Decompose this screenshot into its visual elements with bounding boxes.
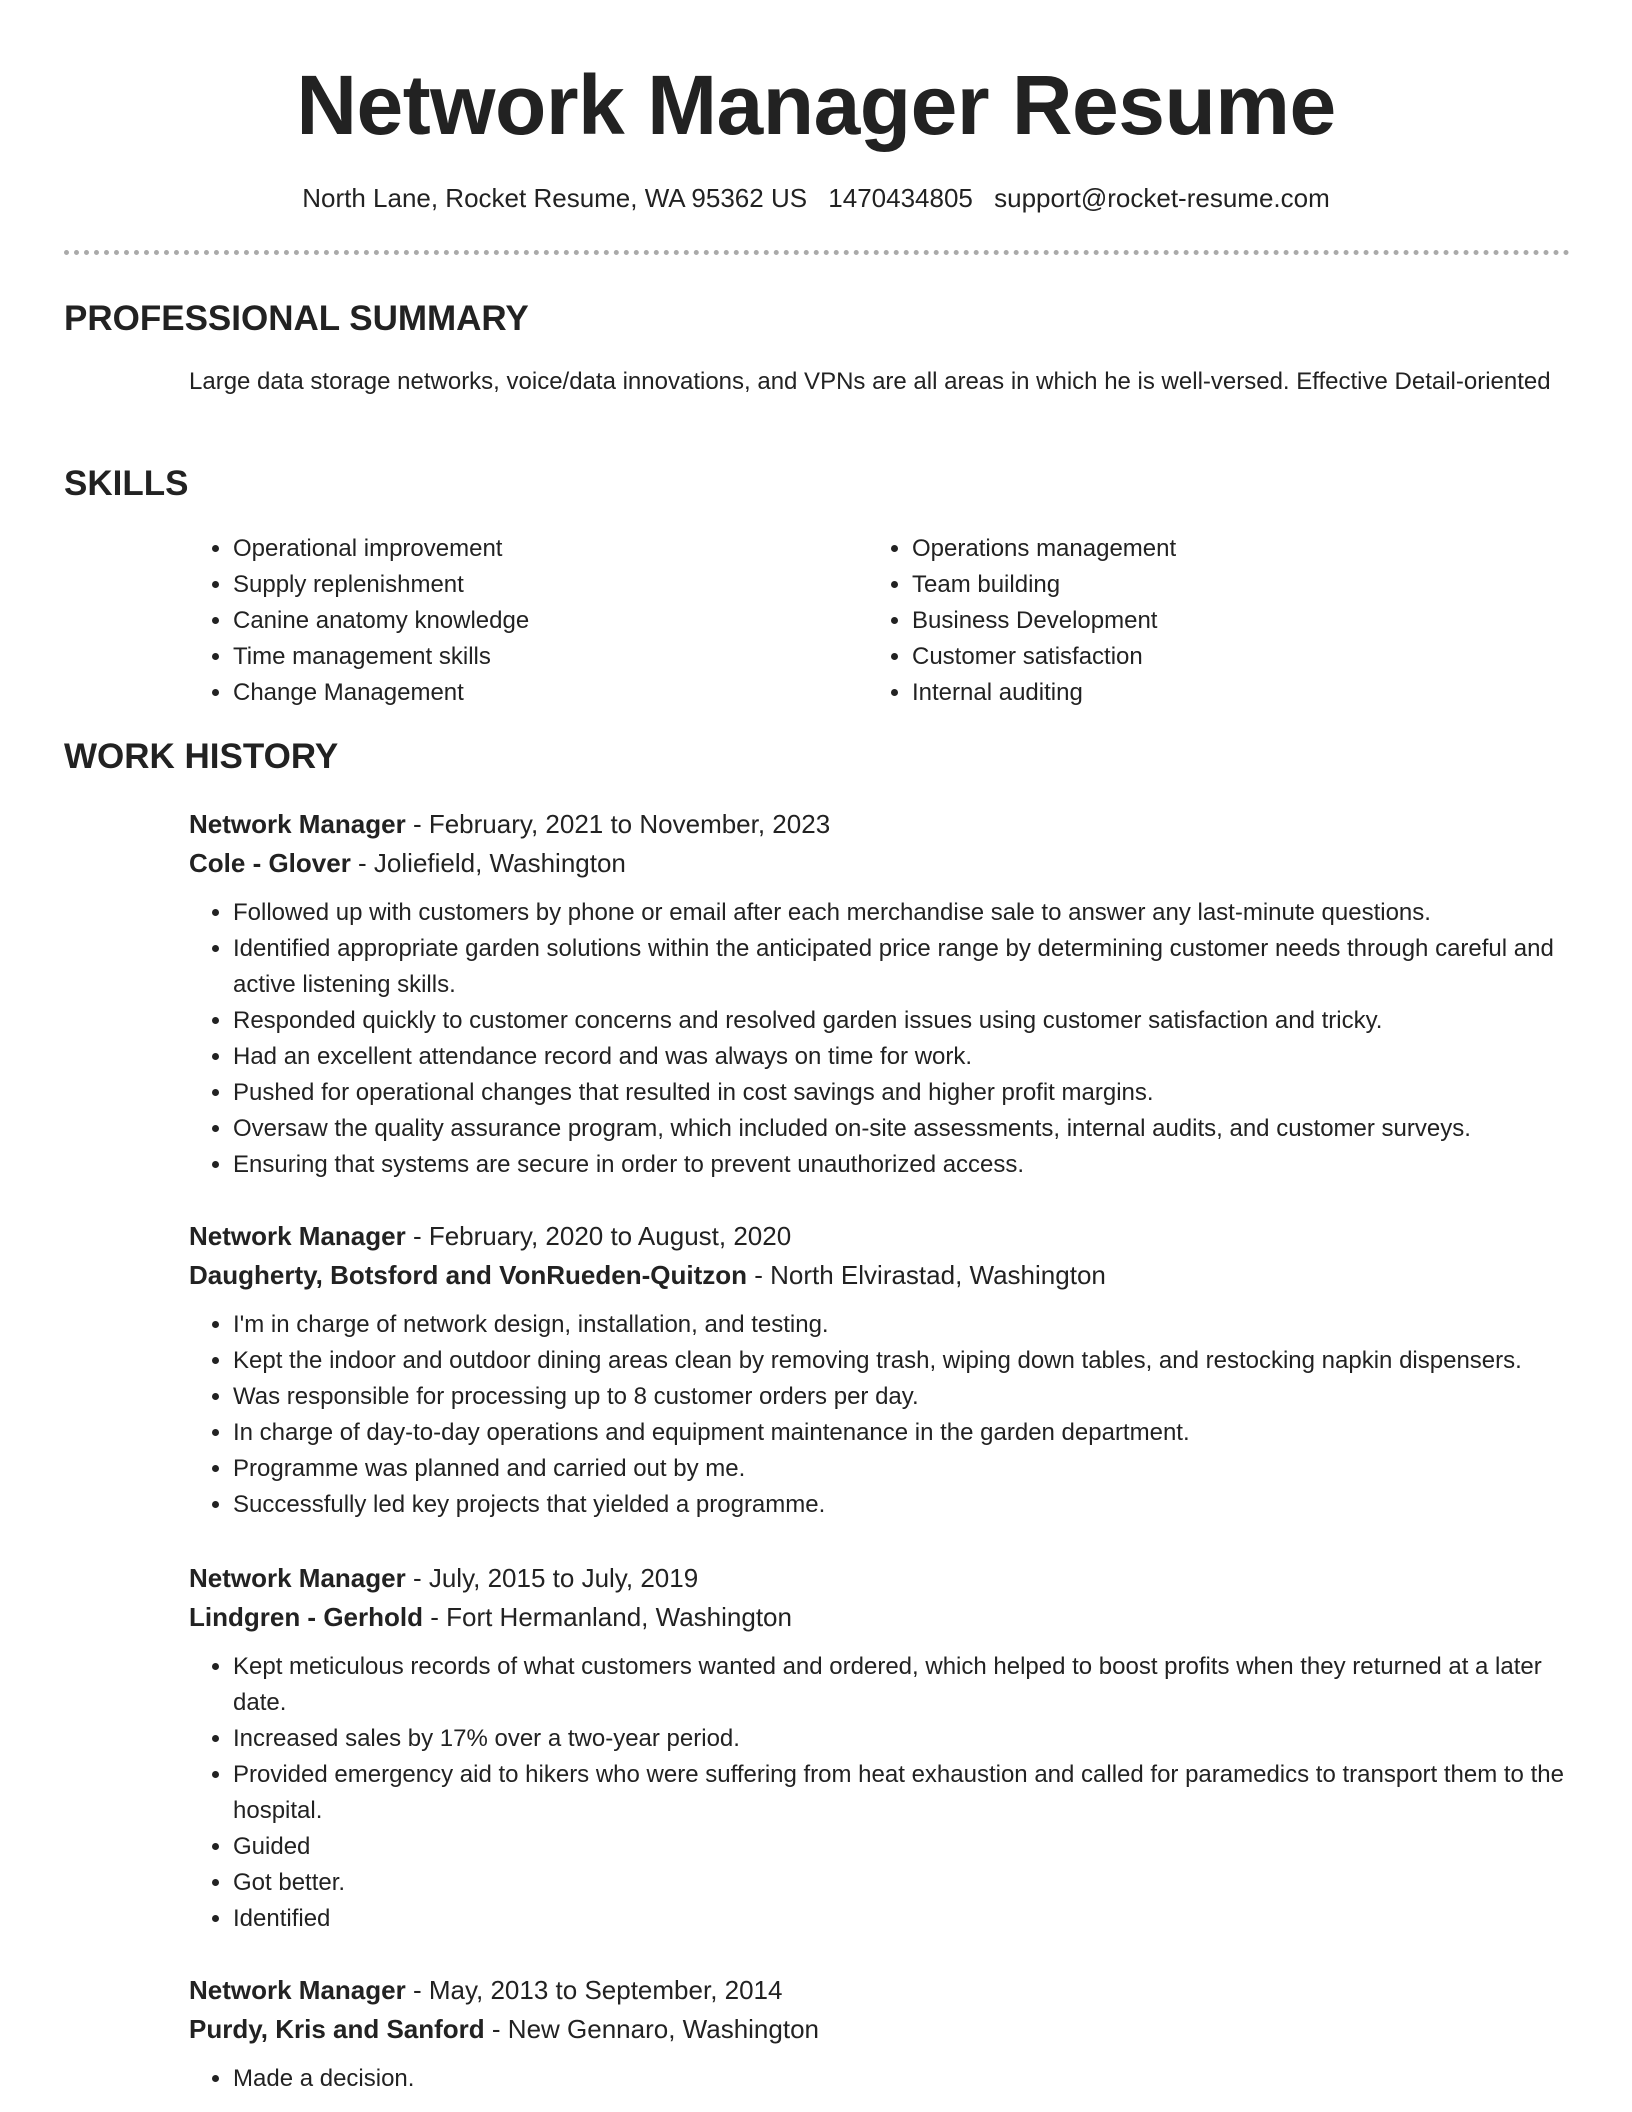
skills-list-left: [189, 531, 529, 711]
job-company: Daugherty, Botsford and VonRueden-Quitzon: [189, 1260, 748, 1290]
job-title: Network Manager: [189, 1563, 406, 1593]
summary-text: Large data storage networks, voice/data innovations, and VPNs are all areas in which he is well-versed. Effective Detail-oriented: [189, 368, 1551, 395]
job-title-line: [189, 805, 1574, 844]
job-bullets: [189, 1649, 1574, 1937]
job-bullet: • Oversaw the quality assurance program, which included on-site assessments, internal audits, and customer surveys.: [233, 1111, 1574, 1147]
job-entry: [189, 1971, 1574, 2097]
skill-item: • Change Management: [233, 675, 529, 711]
job-dates: - February, 2021 to November, 2023: [405, 809, 831, 839]
contact-email: support@rocket-resume.com: [994, 183, 1330, 213]
job-dates: - July, 2015 to July, 2019: [405, 1563, 699, 1593]
header-divider: [64, 250, 1570, 255]
job-bullets: [189, 2061, 1574, 2097]
job-company-line: [189, 1598, 1574, 1637]
job-bullet: • Kept the indoor and outdoor dining areas clean by removing trash, wiping down tables, and restocking napkin dispensers.: [233, 1343, 1574, 1379]
skill-item: • Operations management: [912, 531, 1176, 567]
job-location: - Joliefield, Washington: [350, 848, 626, 878]
job-company-line: [189, 844, 1574, 883]
skill-item: • Time management skills: [233, 639, 529, 675]
job-title-line: [189, 1217, 1574, 1256]
job-bullets: [189, 1307, 1574, 1523]
skill-item: • Internal auditing: [912, 675, 1176, 711]
skill-item: • Supply replenishment: [233, 567, 529, 603]
job-bullet: • Identified appropriate garden solutions within the anticipated price range by determining customer needs through careful and active listening skills.: [233, 931, 1574, 1003]
job-location: - North Elvirastad, Washington: [747, 1260, 1106, 1290]
skills-list-right: [868, 531, 1176, 711]
contact-phone: 1470434805: [828, 183, 973, 213]
job-company: Lindgren - Gerhold: [189, 1602, 423, 1632]
job-bullet: • I'm in charge of network design, installation, and testing.: [233, 1307, 1574, 1343]
job-bullet: • Programme was planned and carried out by me.: [233, 1451, 1574, 1487]
job-bullet: • Ensuring that systems are secure in order to prevent unauthorized access.: [233, 1147, 1574, 1183]
job-bullet: • Successfully led key projects that yielded a programme.: [233, 1487, 1574, 1523]
job-company: Purdy, Kris and Sanford: [189, 2014, 485, 2044]
job-bullet: • Guided: [233, 1829, 1574, 1865]
job-bullet: • Got better.: [233, 1865, 1574, 1901]
resume-title: Network Manager Resume: [296, 58, 1336, 152]
job-location: - New Gennaro, Washington: [484, 2014, 819, 2044]
job-bullet: • In charge of day-to-day operations and equipment maintenance in the garden department.: [233, 1415, 1574, 1451]
job-title-line: [189, 1559, 1574, 1598]
job-bullet: • Identified: [233, 1901, 1574, 1937]
work-history-heading: WORK HISTORY: [64, 737, 339, 776]
job-company: Cole - Glover: [189, 848, 351, 878]
job-bullet: • Responded quickly to customer concerns and resolved garden issues using customer satisfaction and tricky.: [233, 1003, 1574, 1039]
job-entry: [189, 1217, 1574, 1523]
job-bullet: • Provided emergency aid to hikers who were suffering from heat exhaustion and called for paramedics to transport them to the hospital.: [233, 1757, 1574, 1829]
contact-address: North Lane, Rocket Resume, WA 95362 US: [302, 183, 808, 213]
job-company-line: [189, 2010, 1574, 2049]
job-title: Network Manager: [189, 809, 406, 839]
job-bullet: • Was responsible for processing up to 8 customer orders per day.: [233, 1379, 1574, 1415]
job-bullet: • Kept meticulous records of what customers wanted and ordered, which helped to boost profits when they returned at a later date.: [233, 1649, 1574, 1721]
job-dates: - February, 2020 to August, 2020: [405, 1221, 792, 1251]
job-bullets: [189, 895, 1574, 1183]
skills-heading: SKILLS: [64, 464, 189, 503]
skill-item: • Canine anatomy knowledge: [233, 603, 529, 639]
skill-item: • Team building: [912, 567, 1176, 603]
job-title-line: [189, 1971, 1574, 2010]
job-entry: [189, 805, 1574, 1183]
job-bullet: • Pushed for operational changes that resulted in cost savings and higher profit margins.: [233, 1075, 1574, 1111]
job-company-line: [189, 1256, 1574, 1295]
contact-line: [0, 180, 1632, 216]
skill-item: • Customer satisfaction: [912, 639, 1176, 675]
job-bullet: • Made a decision.: [233, 2061, 1574, 2097]
job-entry: [189, 1559, 1574, 1937]
job-title: Network Manager: [189, 1975, 406, 2005]
job-bullet: • Had an excellent attendance record and was always on time for work.: [233, 1039, 1574, 1075]
skill-item: • Business Development: [912, 603, 1176, 639]
skill-item: • Operational improvement: [233, 531, 529, 567]
job-title: Network Manager: [189, 1221, 406, 1251]
summary-heading: PROFESSIONAL SUMMARY: [64, 299, 529, 338]
job-bullet: • Increased sales by 17% over a two-year period.: [233, 1721, 1574, 1757]
job-dates: - May, 2013 to September, 2014: [405, 1975, 783, 2005]
job-location: - Fort Hermanland, Washington: [423, 1602, 792, 1632]
job-bullet: • Followed up with customers by phone or email after each merchandise sale to answer any last-minute questions.: [233, 895, 1574, 931]
